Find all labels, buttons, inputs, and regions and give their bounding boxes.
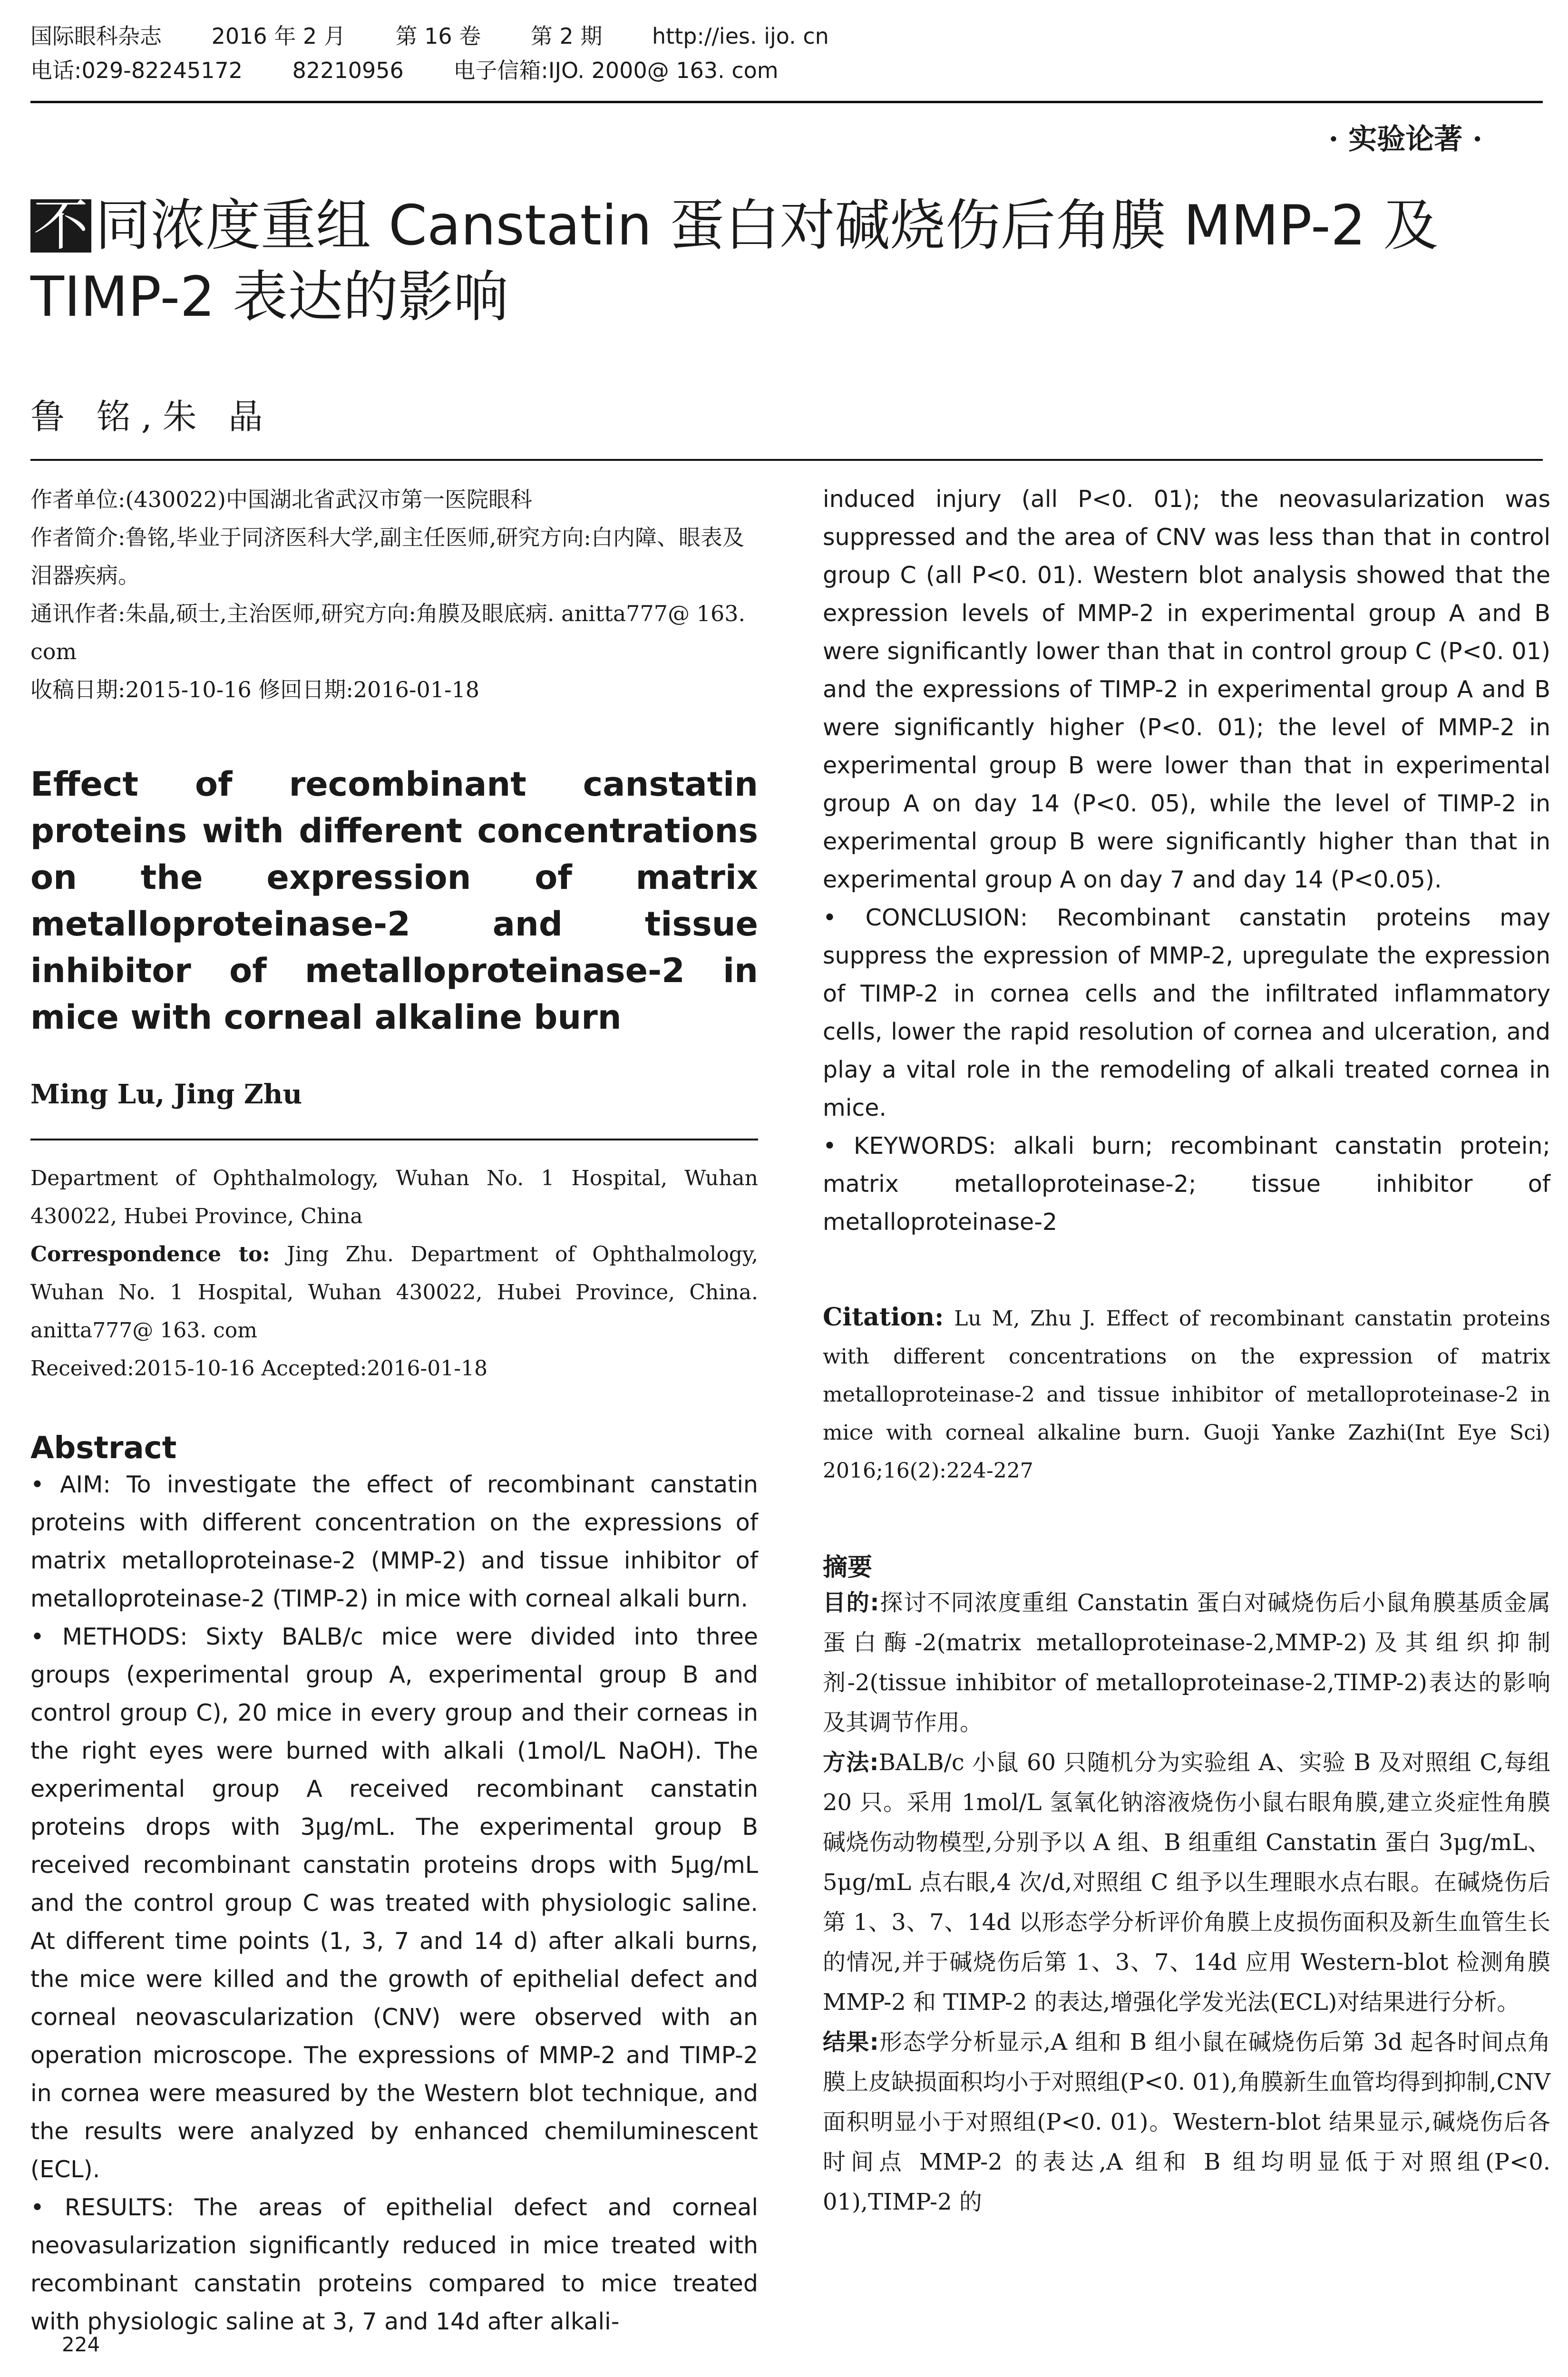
page-number: 224 xyxy=(62,2333,100,2356)
corresponding-author: 通讯作者:朱晶,硕士,主治医师,研究方向:角膜及眼底病. anitta777@ 163. com xyxy=(30,601,746,664)
english-title: Effect of recombinant canstatin proteins with different concentrations on the expression of matrix metalloproteinase-2 and tissue inhibitor of metalloproteinase-2 in mice with corneal alkaline burn xyxy=(30,765,758,1037)
citation-label: Citation: xyxy=(823,1303,944,1332)
correspondence-text: Jing Zhu. Department of Ophthalmology, Wuhan No. 1 Hospital, Wuhan 430022, Hubei Province, China. anitta777@ 163. com xyxy=(30,1242,758,1343)
title-line-2: TIMP-2 表达的影响 xyxy=(30,265,509,329)
cn-abstract-results xyxy=(823,2022,1550,2222)
authors-cn: 鲁 铭,朱 晶 xyxy=(30,397,273,437)
abstract-methods xyxy=(30,1618,758,2189)
cn-abstract-aim xyxy=(823,1583,1550,1743)
abstract-results xyxy=(30,2189,758,2341)
running-header xyxy=(30,19,1543,88)
english-authors: Ming Lu, Jing Zhu xyxy=(30,1079,302,1110)
received-dates-cn: 收稿日期:2015-10-16 修回日期:2016-01-18 xyxy=(30,677,480,702)
abstract-heading: Abstract xyxy=(30,1431,177,1466)
phone-2: 82210956 xyxy=(292,58,404,83)
left-column xyxy=(30,480,758,2341)
article-title xyxy=(30,190,1543,333)
author-bio: 作者简介:鲁铭,毕业于同济医科大学,副主任医师,研究方向:白内障、眼表及泪器疾病。 xyxy=(30,525,744,588)
keywords-label: • KEYWORDS: xyxy=(823,1132,996,1159)
methods-label: • METHODS: xyxy=(30,1623,188,1650)
correspondence xyxy=(30,1236,758,1350)
issue: 第 2 期 xyxy=(530,23,603,49)
results-text-left: The areas of epithelial defect and corneal neovasularization significantly reduced in mice treated with recombinant canstatin proteins compared to mice treated with physiologic saline at 3, 7 and 14d after alkali- xyxy=(30,2194,758,2335)
department: Department of Ophthalmology, Wuhan No. 1 Hospital, Wuhan 430022, Hubei Province, China xyxy=(30,1166,758,1228)
abstract-results-continued: induced injury (all P<0. 01); the neovasularization was suppressed and the area of CNV was less than that in control group C (all P<0. 01). Western blot analysis showed that the expression levels of MMP-2 in experimental group A and B were significantly lower than that in control group C (P<0. 01) and the expressions of TIMP-2 in experimental group A and B were significantly higher (P<0. 01); the level of MMP-2 in experimental group B were lower than that in experimental group A on day 14 (P<0. 05), while the level of TIMP-2 in experimental group B were significantly higher than that in experimental group A on day 7 and day 14 (P<0.05). xyxy=(823,486,1550,893)
abstract-aim xyxy=(30,1466,758,1618)
keywords-text: alkali burn; recombinant canstatin protein; matrix metalloproteinase-2; tissue inhibitor of metalloproteinase-2 xyxy=(823,1132,1550,1236)
author-info-cn xyxy=(30,480,758,709)
abstract-keywords xyxy=(823,1127,1550,1241)
conclusion-label: • CONCLUSION: xyxy=(823,904,1028,931)
abstract-conclusion xyxy=(823,899,1550,1127)
journal-name: 国际眼科杂志 xyxy=(30,23,162,49)
cn-abstract-heading: 摘要 xyxy=(823,1553,873,1582)
issue-date: 2016 年 2 月 xyxy=(211,23,346,49)
right-column xyxy=(823,480,1550,2222)
english-affiliation xyxy=(30,1159,758,1388)
aim-label: • AIM: xyxy=(30,1471,111,1498)
title-line-1: 同浓度重组 Canstatin 蛋白对碱烧伤后角膜 MMP-2 及 xyxy=(95,194,1439,258)
cn-results-text: 形态学分析显示,A 组和 B 组小鼠在碱烧伤后第 3d 起各时间点角膜上皮缺损面积均小于对照组(P<0. 01),角膜新生血管均得到抑制,CNV 面积明显小于对照组(P<0. 01)。Western-blot 结果显示,碱烧伤后各时间点 MMP-2 的表达,A 组和 B 组均明显低于对照组(P<0. 01),TIMP-2 的 xyxy=(823,2029,1550,2215)
volume: 第 16 卷 xyxy=(395,23,481,49)
received-dates-en: Received:2015-10-16 Accepted:2016-01-18 xyxy=(30,1356,488,1381)
email: 电子信箱:IJO. 2000@ 163. com xyxy=(453,58,779,83)
author-unit: 作者单位:(430022)中国湖北省武汉市第一医院眼科 xyxy=(30,487,532,512)
correspondence-label: Correspondence to: xyxy=(30,1242,270,1266)
aim-text: To investigate the effect of recombinant canstatin proteins with different concentration on the expressions of matrix metalloproteinase-2 (MMP-2) and tissue inhibitor of metalloproteinase-2 (TIMP-2) in mice with corneal alkali burn. xyxy=(30,1471,758,1612)
results-label: • RESULTS: xyxy=(30,2194,174,2221)
journal-url: http://ies. ijo. cn xyxy=(652,23,829,49)
header-rule xyxy=(30,101,1543,103)
cn-aim-text: 探讨不同浓度重组 Canstatin 蛋白对碱烧伤后小鼠角膜基质金属蛋白酶-2(matrix metalloproteinase-2,MMP-2)及其组织抑制剂-2(tissue inhibitor of metalloproteinase-2,TIMP-2)表达的影响及其调节作用。 xyxy=(823,1589,1550,1736)
title-first-char: 不 xyxy=(30,199,91,253)
conclusion-text: Recombinant canstatin proteins may suppress the expression of MMP-2, upregulate the expression of TIMP-2 in cornea cells and the infiltrated inflammatory cells, lower the rapid resolution of cornea and ulceration, and play a vital role in the remodeling of alkali treated cornea in mice. xyxy=(823,904,1550,1121)
section-tag: · 实验论著 · xyxy=(1328,123,1482,156)
cn-abstract-methods xyxy=(823,1743,1550,2022)
top-rule xyxy=(30,459,1543,461)
authors-rule xyxy=(30,1139,758,1140)
citation-text: Lu M, Zhu J. Effect of recombinant canstatin proteins with different concentrations on the expression of matrix metalloproteinase-2 and tissue inhibitor of metalloproteinase-2 in mice with corneal alkaline burn. Guoji Yanke Zazhi(Int Eye Sci) 2016;16(2):224-227 xyxy=(823,1306,1550,1483)
citation xyxy=(823,1298,1550,1490)
cn-methods-text: BALB/c 小鼠 60 只随机分为实验组 A、实验 B 及对照组 C,每组 20 只。采用 1mol/L 氢氧化钠溶液烧伤小鼠右眼角膜,建立炎症性角膜碱烧伤动物模型,分别予以 A 组、B 组重组 Canstatin 蛋白 3μg/mL、5μg/mL 点右眼,4 次/d,对照组 C 组予以生理眼水点右眼。在碱烧伤后第 1、3、7、14d 以形态学分析评价角膜上皮损伤面积及新生血管生长的情况,并于碱烧伤后第 1、3、7、14d 应用 Western-blot 检测角膜 MMP-2 和 TIMP-2 的表达,增强化学发光法(ECL)对结果进行分析。 xyxy=(823,1749,1550,2016)
cn-methods-label: 方法: xyxy=(823,1749,879,1776)
cn-aim-label: 目的: xyxy=(823,1589,879,1616)
phone: 电话:029-82245172 xyxy=(30,58,243,83)
cn-results-label: 结果: xyxy=(823,2029,879,2056)
methods-text: Sixty BALB/c mice were divided into three groups (experimental group A, experimental group B and control group C), 20 mice in every group and their corneas in the right eyes were burned with alkali (1mol/L NaOH). The experimental group A received recombinant canstatin proteins drops with 3μg/mL. The experimental group B received recombinant canstatin proteins drops with 5μg/mL and the control group C was treated with physiologic saline. At different time points (1, 3, 7 and 14 d) after alkali burns, the mice were killed and the growth of epithelial defect and corneal neovascularization (CNV) were observed with an operation microscope. The expressions of MMP-2 and TIMP-2 in cornea were measured by the Western blot technique, and the results were analyzed by enhanced chemiluminescent (ECL). xyxy=(30,1623,758,2183)
